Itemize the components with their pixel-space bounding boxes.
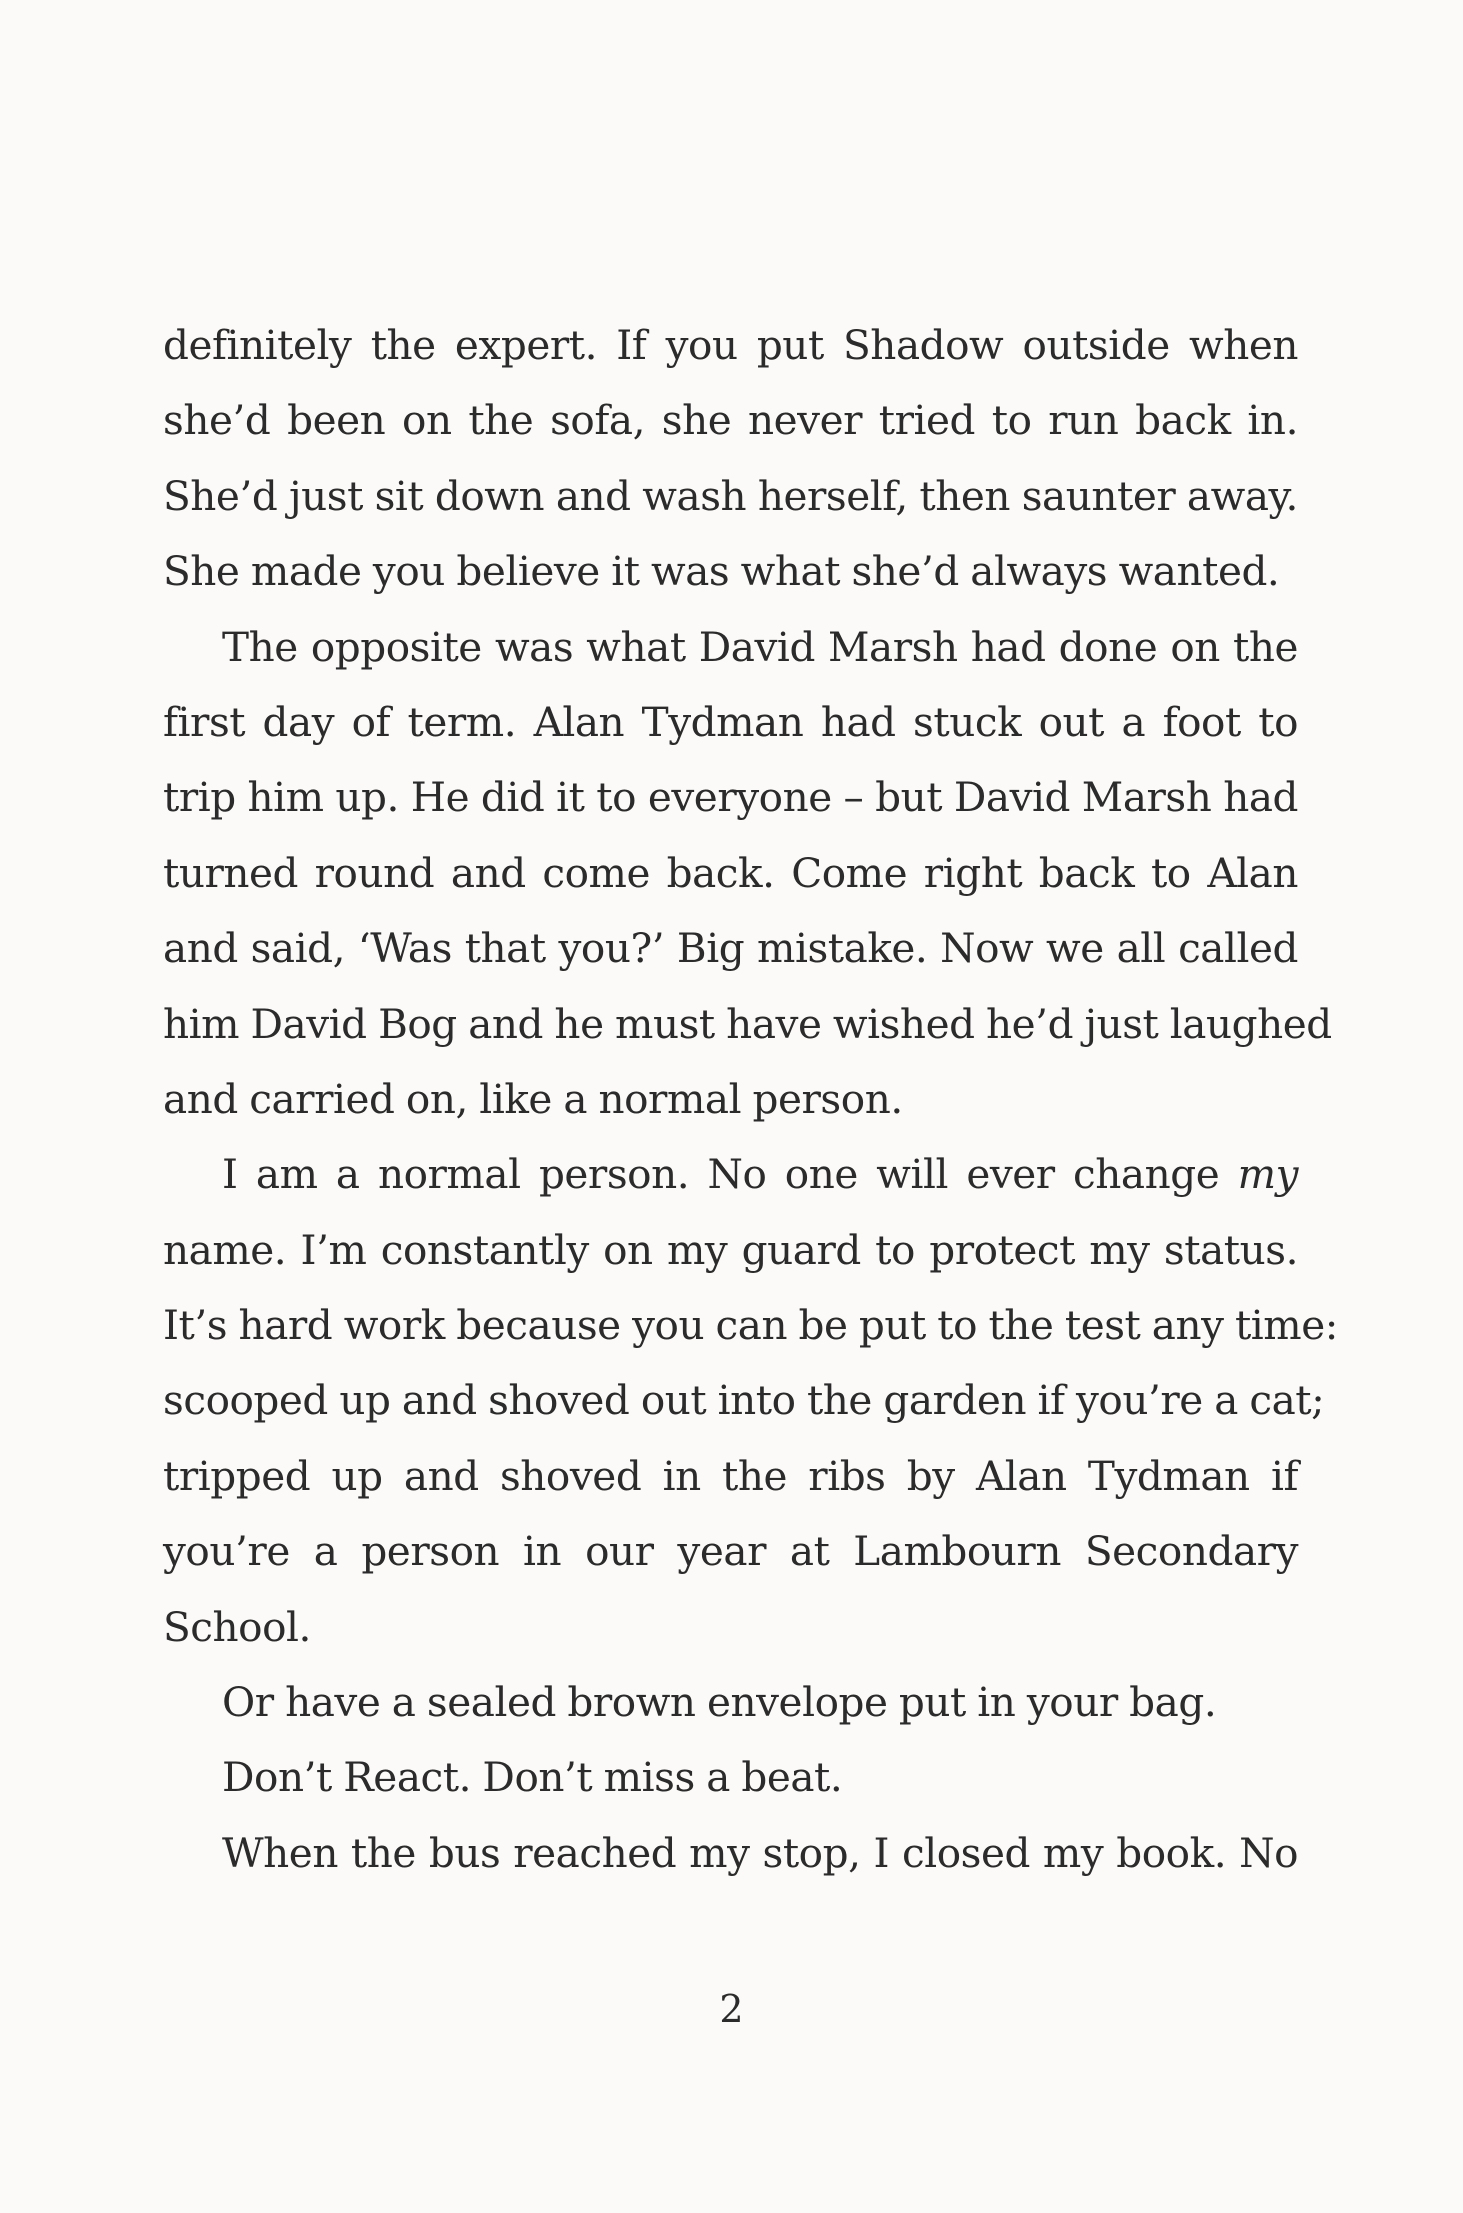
text-line: [163, 1213, 1298, 1288]
text-line: [163, 1514, 1298, 1589]
text-span: School.: [163, 1602, 311, 1651]
text-span: turned round and come back. Come right back to Alan: [163, 848, 1298, 897]
text-line: [163, 760, 1298, 835]
text-line: [163, 1137, 1298, 1212]
text-span: she’d been on the sofa, she never tried to run back in.: [163, 396, 1298, 445]
page-number: 2: [719, 1987, 744, 2031]
text-span: tripped up and shoved in the ribs by Alan Tydman if: [163, 1451, 1298, 1500]
text-span: you’re a person in our year at Lambourn Secondary: [163, 1527, 1298, 1576]
text-span: trip him up. He did it to everyone – but David Marsh had: [163, 773, 1298, 822]
text-line: [163, 1363, 1325, 1438]
text-span: name. I’m constantly on my guard to protect my status.: [163, 1225, 1298, 1274]
text-span: I am a normal person. No one will ever change: [222, 1150, 1238, 1199]
text-line: [163, 685, 1298, 760]
text-line: [163, 383, 1298, 458]
text-span: and said, ‘Was that you?’ Big mistake. Now we all called: [163, 924, 1298, 973]
text-line: [163, 610, 1298, 685]
text-line: [163, 1590, 1298, 1665]
text-line: [163, 459, 1298, 534]
text-line: [163, 911, 1298, 986]
text-span: him David Bog and he must have wished he’d just laughed: [163, 999, 1332, 1048]
body-text: [163, 308, 1338, 1891]
text-line: [163, 987, 1332, 1062]
text-line: [163, 308, 1298, 383]
text-line: [163, 1740, 1298, 1815]
text-line: [163, 534, 1298, 609]
text-line: [163, 1816, 1298, 1891]
text-span: It’s hard work because you can be put to the test any time:: [163, 1301, 1338, 1350]
text-line: [163, 836, 1298, 911]
text-span: She made you believe it was what she’d always wanted.: [163, 547, 1280, 596]
text-span: The opposite was what David Marsh had done on the: [222, 622, 1298, 671]
text-span: first day of term. Alan Tydman had stuck out a foot to: [163, 697, 1298, 746]
text-line: [163, 1665, 1298, 1740]
text-span: and carried on, like a normal person.: [163, 1074, 903, 1123]
text-span: When the bus reached my stop, I closed my book. No: [222, 1828, 1298, 1877]
text-span: Or have a sealed brown envelope put in your bag.: [222, 1678, 1217, 1727]
text-span: scooped up and shoved out into the garden if you’re a cat;: [163, 1376, 1325, 1425]
italic-word: my: [1237, 1150, 1298, 1199]
text-span: She’d just sit down and wash herself, then saunter away.: [163, 471, 1298, 520]
text-span: Don’t React. Don’t miss a beat.: [222, 1753, 843, 1802]
text-line: [163, 1062, 1298, 1137]
text-span: definitely the expert. If you put Shadow outside when: [163, 321, 1298, 369]
text-line: [163, 1288, 1338, 1363]
text-line: [163, 1439, 1298, 1514]
